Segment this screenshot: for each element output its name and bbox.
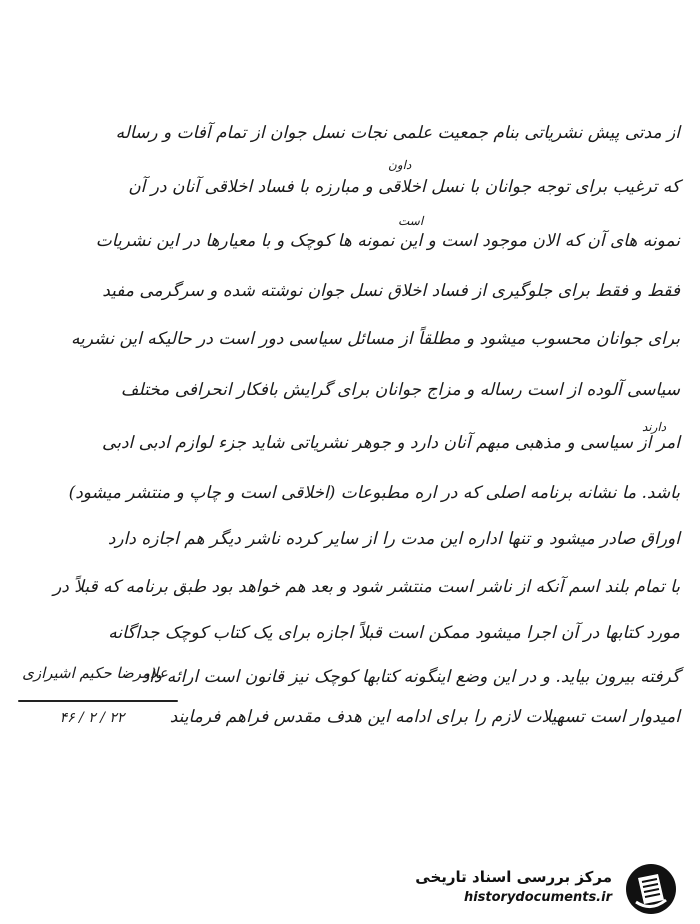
interlinear-note-1: داون: [388, 158, 412, 172]
letter-line-6: سیاسی آلوده از است رساله و مزاج جوانان برای گرایش بافکار انحرافی مختلف: [120, 380, 680, 400]
letter-line-12: گرفته بیرون بیاید. و در این وضع اینگونه کتابها کوچک نیز قانون است ارائه داد: [141, 667, 680, 687]
archive-watermark: [398, 860, 678, 916]
interlinear-note-2: دارند: [642, 420, 667, 434]
letter-line-7: امر از سیاسی و مذهبی مبهم آنان دارد و جوهر نشریاتی شاید جزء لوازم ادبی ادبی: [102, 433, 680, 453]
letter-line-11: مورد کتابها در آن اجرا میشود ممکن است قبلاً اجازه برای یک کتاب کوچک جداگانه: [108, 623, 680, 643]
date-text: ۲۲ / ۲ / ۴۶: [59, 710, 125, 726]
letter-line-3: نمونه های آن که الان موجود است و این نمونه ها کوچک و با معیارها در این نشریات: [95, 231, 680, 251]
signature: علامرضا حکیم اشیرازی: [22, 664, 168, 682]
letter-line-13: امیدوار است تسهیلات لازم را برای ادامه این هدف مقدس فراهم فرمایند: [169, 707, 680, 727]
letter-line-8: باشد. ما نشانه برنامه اصلی که در اره مطبوعات (اخلاقی است و چاپ و منتشر میشود): [68, 483, 680, 503]
letter-line-4: فقط و فقط برای جلوگیری از فساد اخلاق نسل جوان نوشته شده و سرگرمی مفید: [102, 281, 680, 301]
letter-line-10: با تمام بلند اسم آنکه از ناشر است منتشر شود و بعد هم خواهد بود طبق برنامه که قبلاً در: [53, 577, 680, 597]
letter-line-5: برای جوانان محسوب میشود و مطلقاً از مسائل سیاسی دور است در حالیکه این نشریه: [70, 329, 680, 349]
letter-line-9: اوراق صادر میشود و تنها اداره این مدت را از سایر کرده ناشر دیگر هم اجازه دارد: [107, 529, 680, 549]
letter-line-1: از مدتی پیش نشریاتی بنام جمعیت علمی نجات نسل جوان از تمام آفات و رساله: [115, 123, 680, 143]
letter-line-2: که ترغیب برای توجه جوانان با نسل اخلاقی و مبارزه با فساد اخلاقی آنان در آن: [128, 177, 680, 197]
interlinear-note-3: است: [398, 214, 424, 228]
watermark-title: مرکز بررسی اسناد تاریخی: [415, 868, 612, 886]
watermark-url: historydocuments.ir: [463, 890, 612, 905]
signature-underline: [18, 700, 178, 702]
archive-logo-icon: [624, 862, 678, 916]
